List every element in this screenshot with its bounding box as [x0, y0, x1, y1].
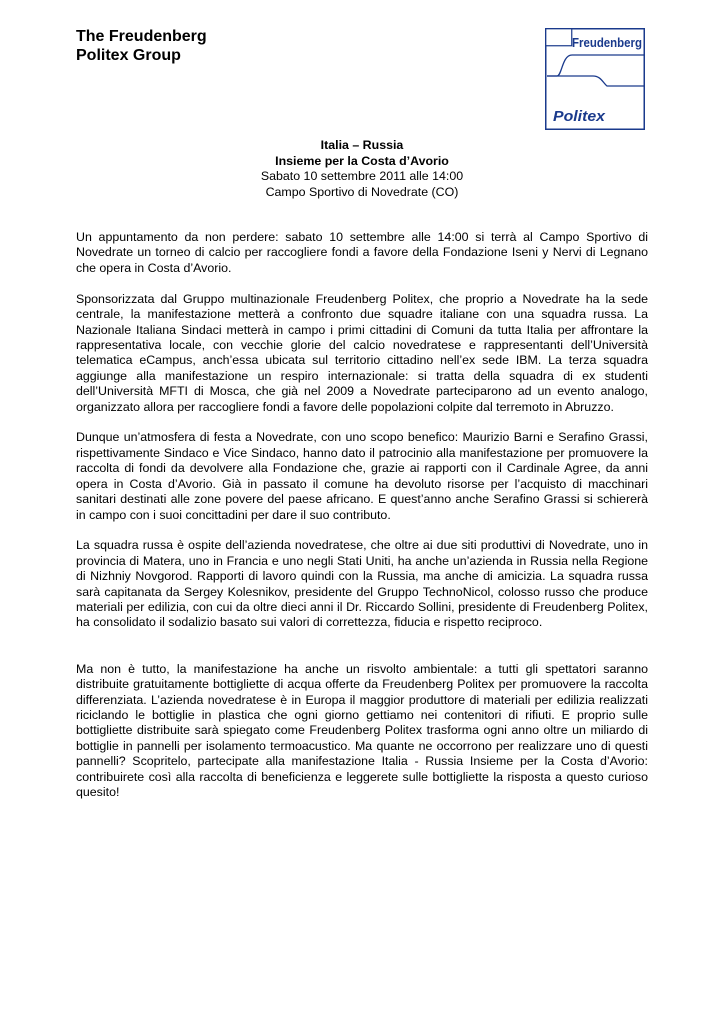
paragraph-environment: Ma non è tutto, la manifestazione ha anche un risvolto ambientale: a tutti gli spettatori saranno distribuite gratuitamente bottigliette di acqua offerte da Freudenberg Politex per promuovere la raccolta differenziata. L’azienda novedratese è in Europa il maggior produttore di materiali per edilizia realizzati riciclando le bottiglie in plastica che ogni giorno gettiamo nei contenitori di rifiuti. E proprio sulle bottigliette distribuite sarà spiegato come Freudenberg Politex trasforma ogni anno oltre un miliardo di bottiglie in pannelli per isolamento termoacustico. Ma quante ne occorrono per realizzare uno di questi pannelli? Scopritelo, partecipate alla manifestazione Italia - Russia Insieme per la Costa d’Avorio: contribuirete così alla raccolta di beneficienza e leggerete sulle bottigliette la risposta a questo curioso quesito! [76, 661, 648, 800]
logo-text-freudenberg: Freudenberg [572, 35, 643, 50]
paragraph-sponsor: Sponsorizzata dal Gruppo multinazionale Freudenberg Politex, che proprio a Novedrate ha la sede centrale, la manifestazione metterà a confronto due squadre italiane con una squadra russa. La Nazionale Italiana Sindaci metterà in campo i primi cittadini di Comuni da tutta Italia per affrontare la rappresentativa locale, con vecchie glorie del calcio novedratese e rappresentanti dell’Università telematica eCampus, anch’essa ubicata sul territorio cittadino nell’ex sede IBM. La terza squadra aggiunge alla manifestazione un respiro internazionale: si tratta della squadra di ex studenti dell’Università MFTI di Mosca, che già nel 2009 a Novedrate parteciparono ad un evento analogo, organizzato allora per raccogliere fondi a favore delle popolazioni colpite dal terremoto in Abruzzo. [76, 291, 648, 414]
paragraph-russian-team: La squadra russa è ospite dell’azienda novedratese, che oltre ai due siti produttivi di Novedrate, uno in provincia di Matera, uno in Francia e uno negli Stati Uniti, ha anche un’azienda in Russia nella Regione di Nizhniy Novgorod. Rapporti di lavoro quindi con la Russia, ma anche di amicizia. La squadra russa sarà capitanata da Sergey Kolesnikov, presidente del Gruppo TechnoNicol, colosso russo che produce materiali per edilizia, con cui da oltre dieci anni il Dr. Riccardo Sollini, presidente di Freudenberg Politex, ha consolidato il sodalizio basato sui valori di correttezza, fiducia e rispetto reciproco. [76, 538, 648, 630]
event-date: Sabato 10 settembre 2011 alle 14:00 [260, 169, 464, 183]
company-name [76, 27, 207, 65]
press-release-body [76, 230, 648, 816]
logo-text-politex: Politex [553, 108, 606, 125]
paragraph-intro: Un appuntamento da non perdere: sabato 10 settembre alle 14:00 si terrà al Campo Sportivo di Novedrate un torneo di calcio per raccogliere fondi a favore della Fondazione Iseni y Nervi di Legnano che opera in Costa d’Avorio. [76, 230, 648, 275]
freudenberg-politex-logo [545, 28, 645, 130]
event-location: Campo Sportivo di Novedrate (CO) [265, 184, 459, 199]
company-name-line1: The Freudenberg [76, 28, 207, 45]
event-subtitle: Insieme per la Costa d’Avorio [275, 153, 449, 168]
paragraph-charity: Dunque un’atmosfera di festa a Novedrate, con uno scopo benefico: Maurizio Barni e Serafino Grassi, rispettivamente Sindaco e Vice Sindaco, hanno dato il patrocinio alla manifestazione per promuovere la raccolta di fondi da devolvere alla Fondazione che, grazie ai rapporti con il Cardinale Agree, da anni opera in Costa d’Avorio. Già in passato il comune ha devoluto risorse per l’acquisto di macchinari sanitari destinati alle zone povere del paese africano. E quest’anno anche Serafino Grassi si schiererà in campo con i suoi concittadini per dare il suo contributo. [76, 430, 648, 522]
company-name-line2: Politex Group [76, 47, 181, 64]
event-heading [0, 138, 724, 200]
event-title: Italia – Russia [320, 138, 404, 152]
